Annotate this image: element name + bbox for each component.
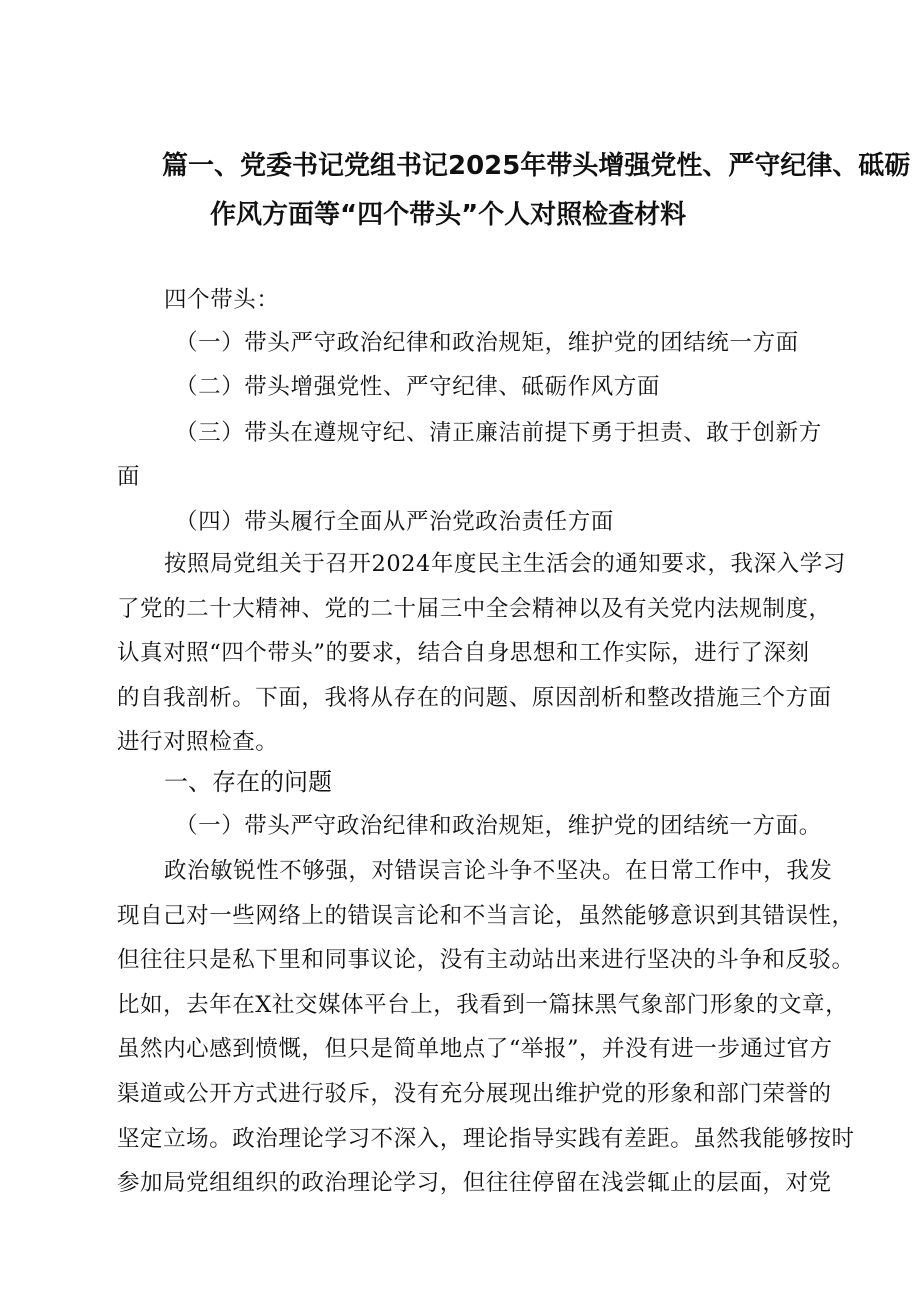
list-item-3-continued: 面 [117, 464, 141, 490]
paragraph-line: 政治敏锐性不够强，对错误言论斗争不坚决。在日常工作中，我发 [164, 858, 833, 884]
intro-paragraph [117, 542, 846, 765]
section-heading: 一、存在的问题 [164, 768, 332, 796]
paragraph-line: 坚定立场。政治理论学习不深入，理论指导实践有差距。虽然我能够按时 [117, 1125, 855, 1152]
list-item-2: （二）带头增强党性、严守纪律、砥砺作风方面 [175, 374, 661, 400]
paragraph-line: 虽然内心感到愤慨，但只是简单地点了“举报”，并没有进一步通过官方 [117, 1036, 833, 1063]
subsection-heading: （一）带头严守政治纪律和政治规矩，维护党的团结统一方面。 [175, 813, 822, 839]
paragraph-line: 按照局党组关于召开2024年度民主生活会的通知要求，我深入学习 [164, 551, 846, 577]
paragraph-line: 进行对照检查。 [117, 729, 279, 756]
intro-label: 四个带头： [164, 287, 280, 313]
document-title-line-2: 作风方面等“四个带头”个人对照检查材料 [210, 200, 687, 230]
paragraph-line: 的自我剖析。下面，我将从存在的问题、原因剖析和整改措施三个方面 [117, 684, 832, 711]
document-title-line-1: 篇一、党委书记党组书记2025年带头增强党性、严守纪律、砥砺 [162, 151, 911, 181]
paragraph-line: 但往往只是私下里和同事议论，没有主动站出来进行坚决的斗争和反驳。 [117, 947, 855, 974]
paragraph-line: 现自己对一些网络上的错误言论和不当言论，虽然能够意识到其错误性， [117, 902, 855, 929]
paragraph-line: 认真对照“四个带头”的要求，结合自身思想和工作实际，进行了深刻 [117, 640, 810, 667]
paragraph-line: 比如，去年在X社交媒体平台上，我看到一篇抹黑气象部门形象的文章， [117, 991, 849, 1018]
body-paragraph [117, 849, 855, 1206]
paragraph-line: 参加局党组组织的政治理论学习，但往往停留在浅尝辄止的层面，对党 [117, 1170, 832, 1197]
list-item-4: （四）带头履行全面从严治党政治责任方面 [175, 509, 614, 535]
paragraph-line: 渠道或公开方式进行驳斥，没有充分展现出维护党的形象和部门荣誉的 [117, 1080, 832, 1107]
list-item-1: （一）带头严守政治纪律和政治规矩，维护党的团结统一方面 [175, 330, 799, 356]
paragraph-line: 了党的二十大精神、党的二十届三中全会精神以及有关党内法规制度， [117, 595, 832, 622]
list-item-3: （三）带头在遵规守纪、清正廉洁前提下勇于担责、敢于创新方 [175, 420, 822, 446]
